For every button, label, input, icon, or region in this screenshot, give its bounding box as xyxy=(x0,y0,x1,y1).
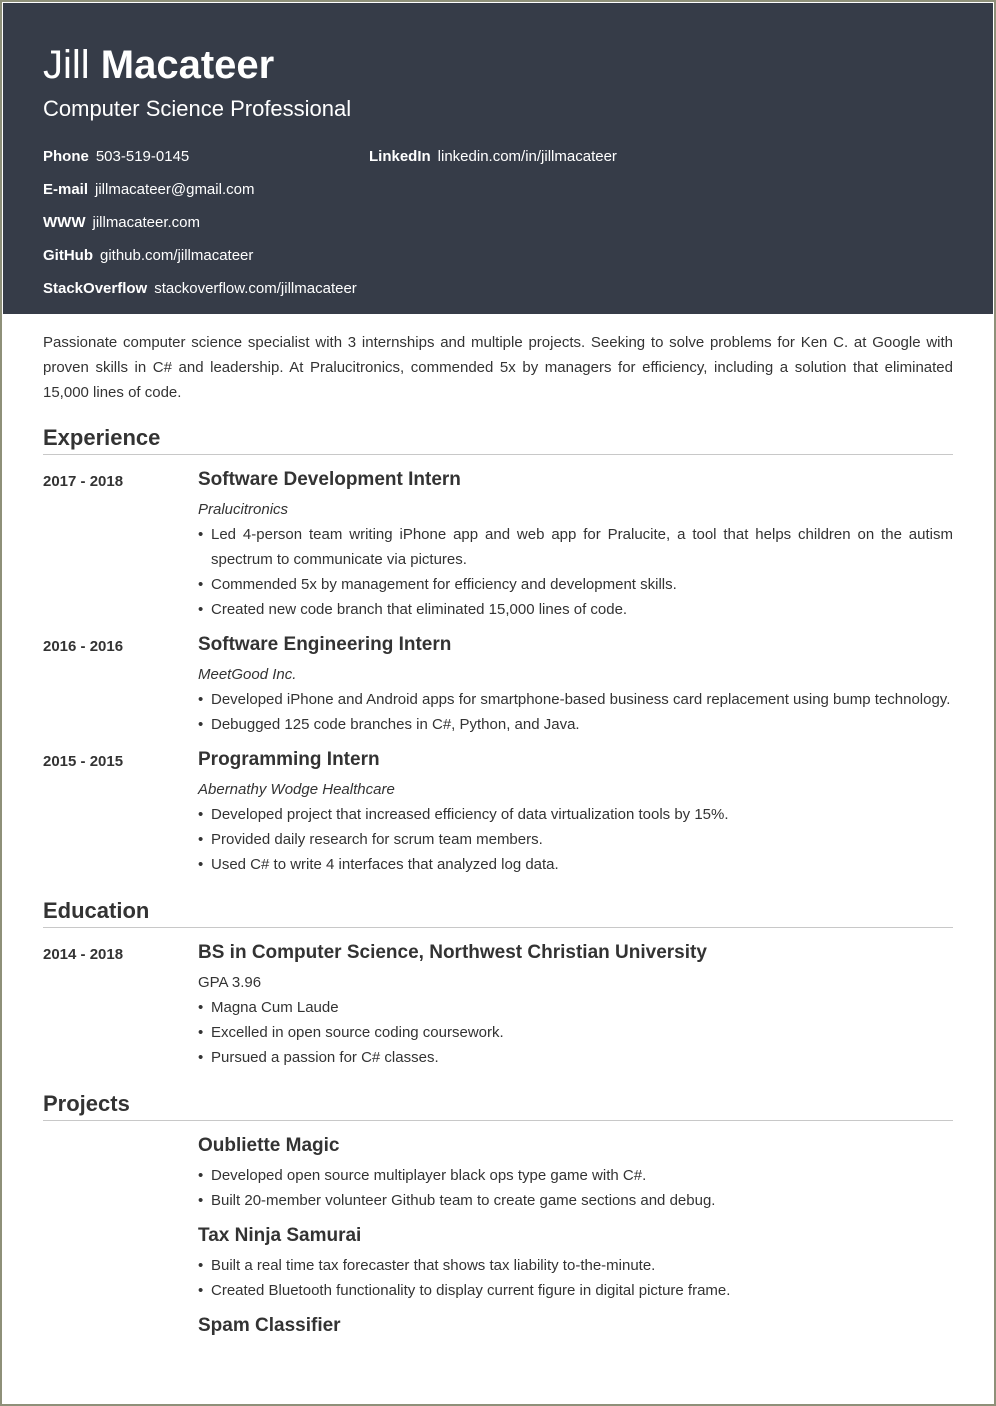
job-bullets xyxy=(198,687,953,737)
job-company: Pralucitronics xyxy=(198,501,289,518)
project-bullets xyxy=(198,1253,953,1303)
project-title: Tax Ninja Samurai xyxy=(198,1225,362,1246)
bullet-item: • Provided daily research for scrum team members. xyxy=(198,827,953,852)
contact-label: E-mail xyxy=(43,181,89,198)
projects-heading: Projects xyxy=(43,1091,130,1116)
project-bullets xyxy=(198,1163,953,1213)
bullet-item: • Commended 5x by management for efficiency and development skills. xyxy=(198,572,953,597)
experience-heading: Experience xyxy=(43,425,161,450)
bullet-item: • Built 20-member volunteer Github team to create game sections and debug. xyxy=(198,1188,953,1213)
gpa: GPA 3.96 xyxy=(198,974,262,991)
contact-label: LinkedIn xyxy=(369,148,431,165)
bullet-item: • Developed open source multiplayer black ops type game with C#. xyxy=(198,1163,953,1188)
bullet-item: • Built a real time tax forecaster that shows tax liability to-the-minute. xyxy=(198,1253,953,1278)
job-dates: 2017 - 2018 xyxy=(43,473,124,490)
bullet-item: • Debugged 125 code branches in C#, Python, and Java. xyxy=(198,712,953,737)
bullet-item: • Created Bluetooth functionality to display current figure in digital picture frame. xyxy=(198,1278,953,1303)
contact-label: StackOverflow xyxy=(43,280,148,297)
contact-value[interactable]: jillmacateer@gmail.com xyxy=(95,181,255,198)
bullet-item: • Used C# to write 4 interfaces that analyzed log data. xyxy=(198,852,953,877)
contact-phone xyxy=(43,148,189,166)
contact-email xyxy=(43,181,254,199)
job-bullets xyxy=(198,522,953,622)
professional-title: Computer Science Professional xyxy=(43,96,352,121)
contact-value[interactable]: linkedin.com/in/jillmacateer xyxy=(437,148,617,165)
job-company: MeetGood Inc. xyxy=(198,666,297,683)
contact-value[interactable]: stackoverflow.com/jillmacateer xyxy=(154,280,357,297)
education-heading: Education xyxy=(43,898,150,923)
section-divider xyxy=(43,927,953,928)
project-title: Spam Classifier xyxy=(198,1315,341,1336)
project-title: Oubliette Magic xyxy=(198,1135,340,1156)
bullet-item: • Pursued a passion for C# classes. xyxy=(198,1045,953,1070)
job-title: Programming Intern xyxy=(198,749,380,770)
job-bullets xyxy=(198,802,953,877)
contact-www xyxy=(43,214,200,232)
first-name: Jill xyxy=(43,43,90,87)
full-name xyxy=(43,43,274,87)
contact-value: 503-519-0145 xyxy=(95,148,190,165)
contact-label: WWW xyxy=(43,214,86,231)
bullet-item: • Magna Cum Laude xyxy=(198,995,953,1020)
job-dates: 2016 - 2016 xyxy=(43,638,124,655)
job-title: Software Development Intern xyxy=(198,469,461,490)
contact-value[interactable]: github.com/jillmacateer xyxy=(100,247,254,264)
resume-header xyxy=(3,3,993,314)
bullet-item: • Led 4-person team writing iPhone app and web app for Pralucite, a tool that helps children on the autism spectrum to communicate via pictures. xyxy=(198,522,953,572)
bullet-item: • Developed iPhone and Android apps for smartphone-based business card replacement using bump technology. xyxy=(198,687,953,712)
job-company: Abernathy Wodge Healthcare xyxy=(198,781,395,798)
bullet-item: • Created new code branch that eliminated 15,000 lines of code. xyxy=(198,597,953,622)
job-dates: 2015 - 2015 xyxy=(43,753,124,770)
degree-title: BS in Computer Science, Northwest Christian University xyxy=(198,942,707,963)
bullet-item: • Excelled in open source coding coursework. xyxy=(198,1020,953,1045)
contact-stackoverflow xyxy=(43,280,357,298)
job-title: Software Engineering Intern xyxy=(198,634,452,655)
education-dates: 2014 - 2018 xyxy=(43,946,124,963)
contact-value[interactable]: jillmacateer.com xyxy=(92,214,201,231)
bullet-item: • Developed project that increased efficiency of data virtualization tools by 15%. xyxy=(198,802,953,827)
education-bullets xyxy=(198,995,953,1070)
section-divider xyxy=(43,454,953,455)
contact-label: GitHub xyxy=(43,247,93,264)
contact-github xyxy=(43,247,253,265)
contact-linkedin xyxy=(369,148,617,166)
section-divider xyxy=(43,1120,953,1121)
last-name: Macateer xyxy=(100,43,275,87)
summary-paragraph: Passionate computer science specialist with 3 internships and multiple projects. Seeking to solve problems for Ken C. at Google with proven skills in C# and leadership. At Pralucitronics, commended 5x by managers for efficiency, including a solution that eliminated 15,000 lines of code. xyxy=(43,334,953,401)
contact-label: Phone xyxy=(43,148,89,165)
